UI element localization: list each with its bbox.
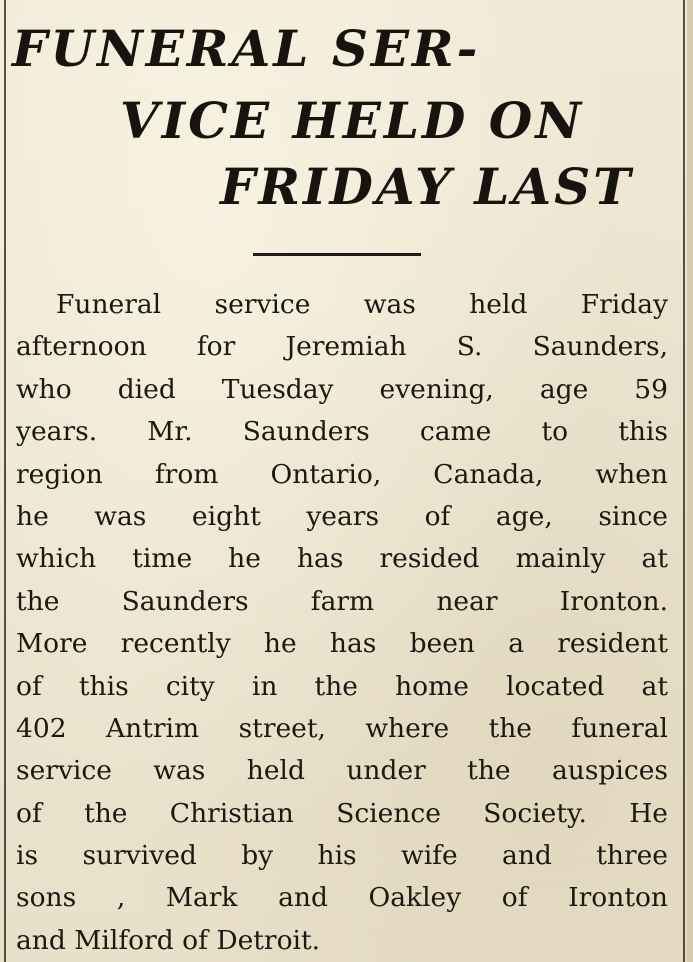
article-line: who died Tuesday evening, age 59 [16, 373, 668, 405]
article-line: he was eight years of age, since [16, 500, 668, 532]
torn-edge [687, 0, 693, 962]
article-line: of the Christian Science Society. He [16, 797, 668, 829]
article-line: years. Mr. Saunders came to this [16, 416, 668, 448]
headline-line-3: FRIDAY LAST [220, 157, 634, 216]
column-rule-left [4, 0, 6, 962]
article-body [16, 284, 668, 962]
article-line: service was held under the auspices [16, 755, 668, 787]
headline-divider [253, 253, 421, 256]
article-line: which time he has resided mainly at [16, 543, 668, 575]
headline-line-1: FUNERAL SER- [12, 19, 481, 78]
article-line: and Milford of Detroit. [16, 924, 321, 956]
article-line: of this city in the home located at [16, 670, 668, 702]
article-line: is survived by his wife and three [16, 840, 668, 872]
article-line: the Saunders farm near Ironton. [16, 585, 668, 617]
headline-line-2: VICE HELD ON [120, 91, 585, 150]
article-line: sons , Mark and Oakley of Ironton [16, 882, 668, 914]
article-line: 402 Antrim street, where the funeral [16, 712, 668, 744]
article-line: Funeral service was held Friday [56, 289, 668, 320]
article-line: More recently he has been a resident [16, 628, 668, 660]
column-rule-right [683, 0, 685, 962]
article-line: afternoon for Jeremiah S. Saunders, [16, 331, 668, 363]
article-line: region from Ontario, Canada, when [16, 458, 668, 490]
